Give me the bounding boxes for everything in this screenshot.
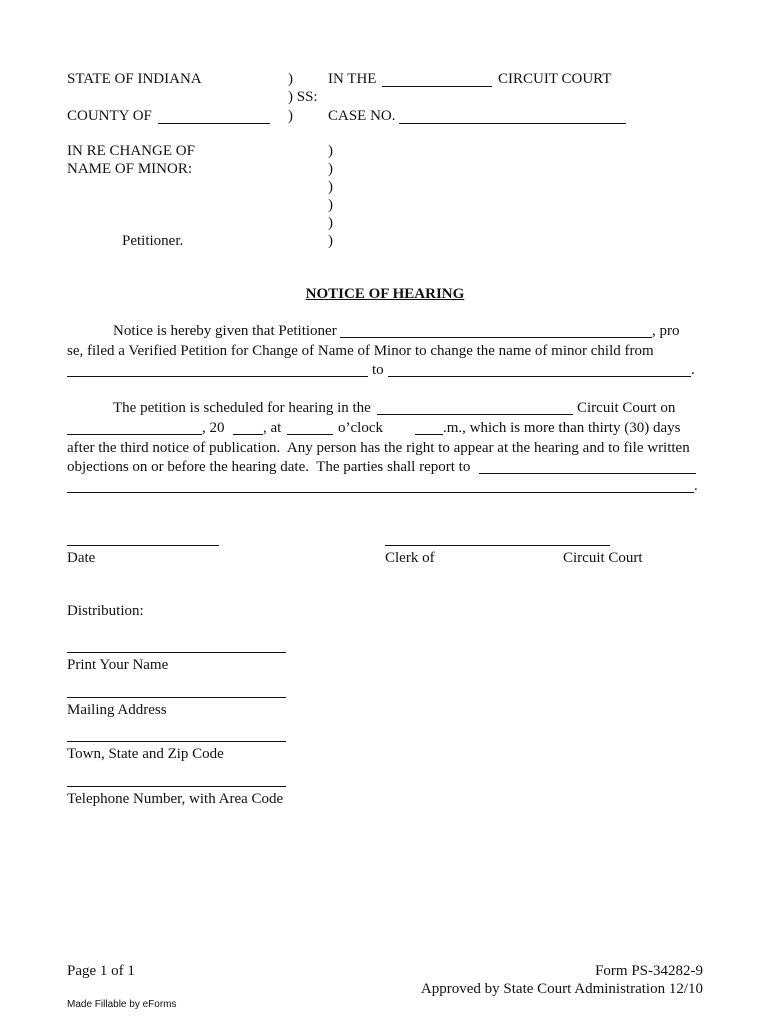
print-name-label: Print Your Name bbox=[67, 657, 169, 673]
telephone-blank[interactable] bbox=[67, 786, 286, 787]
new-name-blank[interactable] bbox=[388, 376, 691, 377]
caption-paren: ) bbox=[288, 71, 293, 87]
to-text: to bbox=[372, 362, 384, 378]
case-no-label: CASE NO. bbox=[328, 108, 396, 124]
caption-paren: ) bbox=[328, 179, 333, 195]
caption-paren: ) bbox=[328, 215, 333, 231]
caption-paren: ) bbox=[328, 143, 333, 159]
town-state-zip-blank[interactable] bbox=[67, 741, 286, 742]
scheduled-text: The petition is scheduled for hearing in the bbox=[113, 400, 371, 416]
name-of-minor-label: NAME OF MINOR: bbox=[67, 161, 193, 177]
hearing-date-blank[interactable] bbox=[67, 434, 202, 435]
report-to-blank[interactable] bbox=[479, 473, 696, 474]
petitioner-label: Petitioner. bbox=[122, 233, 184, 249]
clerk-circuit-court-label: Circuit Court bbox=[563, 550, 643, 566]
caption-paren: ) bbox=[328, 161, 333, 177]
mailing-address-label: Mailing Address bbox=[67, 702, 167, 718]
objections-text: objections on or before the hearing date. The parties shall report to bbox=[67, 459, 471, 475]
period: . bbox=[694, 478, 698, 494]
county-of-label: COUNTY OF bbox=[67, 108, 152, 124]
oclock-text: o’clock bbox=[338, 420, 383, 436]
petition-text: se, filed a Verified Petition for Change of Name of Minor to change the name of minor child from bbox=[67, 343, 654, 359]
circuit-court-label: CIRCUIT COURT bbox=[498, 71, 612, 87]
petitioner-name-blank[interactable] bbox=[340, 337, 652, 338]
clerk-of-label: Clerk of bbox=[385, 550, 435, 566]
case-number-blank[interactable] bbox=[399, 123, 626, 124]
hearing-court-blank[interactable] bbox=[377, 414, 573, 415]
made-fillable-text: Made Fillable by eForms bbox=[67, 999, 177, 1010]
court-county-blank[interactable] bbox=[382, 86, 492, 87]
approval-text: Approved by State Court Administration 12/10 bbox=[420, 981, 703, 997]
print-name-blank[interactable] bbox=[67, 652, 286, 653]
in-the-label: IN THE bbox=[328, 71, 377, 87]
town-state-zip-label: Town, State and Zip Code bbox=[67, 746, 224, 762]
county-blank[interactable] bbox=[158, 123, 270, 124]
mailing-address-blank[interactable] bbox=[67, 697, 286, 698]
at-text: , at bbox=[263, 420, 282, 436]
telephone-label: Telephone Number, with Area Code bbox=[67, 791, 284, 807]
page-number: Page 1 of 1 bbox=[67, 963, 135, 979]
date-label: Date bbox=[67, 550, 96, 566]
notice-text: Notice is hereby given that Petitioner bbox=[113, 323, 337, 339]
state-label: STATE OF INDIANA bbox=[67, 71, 202, 87]
caption-paren: ) bbox=[328, 197, 333, 213]
caption-paren: ) bbox=[288, 108, 293, 124]
publication-text: after the third notice of publication. Any person has the right to appear at the hearing and to file written bbox=[67, 440, 690, 456]
hearing-year-blank[interactable] bbox=[233, 434, 263, 435]
hearing-time-blank[interactable] bbox=[287, 434, 333, 435]
circuit-court-on-text: Circuit Court on bbox=[577, 400, 676, 416]
thirty-days-text: .m., which is more than thirty (30) days bbox=[443, 420, 681, 436]
pro-text: , pro bbox=[652, 323, 680, 339]
date-blank[interactable] bbox=[67, 545, 219, 546]
clerk-signature-blank[interactable] bbox=[385, 545, 610, 546]
report-to-blank-2[interactable] bbox=[67, 492, 694, 493]
in-re-label: IN RE CHANGE OF bbox=[67, 143, 195, 159]
form-number: Form PS-34282-9 bbox=[595, 963, 703, 979]
am-pm-blank[interactable] bbox=[415, 434, 443, 435]
caption-paren: ) bbox=[328, 233, 333, 249]
year-prefix-text: , 20 bbox=[202, 420, 225, 436]
period: . bbox=[691, 362, 695, 378]
document-title: NOTICE OF HEARING bbox=[305, 286, 465, 302]
distribution-label: Distribution: bbox=[67, 603, 144, 619]
ss-label: ) SS: bbox=[288, 89, 318, 105]
current-name-blank[interactable] bbox=[67, 376, 368, 377]
